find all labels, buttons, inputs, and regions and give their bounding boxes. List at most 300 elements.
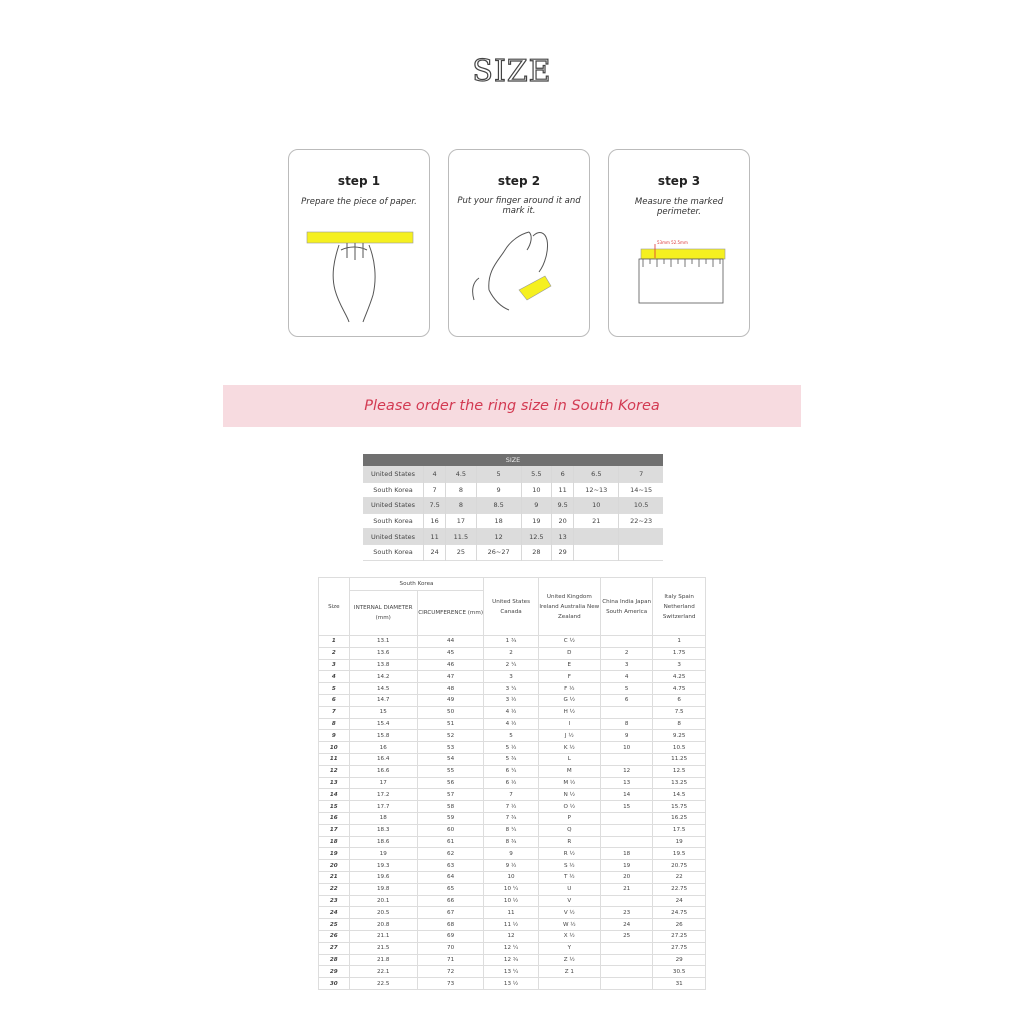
conversion-row xyxy=(363,498,663,514)
size-cell: F xyxy=(538,671,600,683)
size-row xyxy=(319,860,706,872)
size-cell: 20.5 xyxy=(349,907,417,919)
size-cell: V xyxy=(538,895,600,907)
size-cell: 53 xyxy=(417,742,484,754)
size-cell xyxy=(600,954,652,966)
size-cell: 21.8 xyxy=(349,954,417,966)
conversion-cell: 13 xyxy=(552,529,574,545)
size-cell: 14.5 xyxy=(349,683,417,695)
size-number: 11 xyxy=(319,753,350,765)
size-cell: 70 xyxy=(417,942,484,954)
conversion-country: United States xyxy=(363,529,424,545)
conversion-row xyxy=(363,467,663,483)
size-cell: 22.5 xyxy=(349,978,417,990)
conversion-cell: 29 xyxy=(552,544,574,560)
size-cell: 24 xyxy=(653,895,706,907)
size-number: 5 xyxy=(319,683,350,695)
step-3-description: Measure the marked perimeter. xyxy=(634,197,724,217)
size-row xyxy=(319,836,706,848)
conversion-cell: 5 xyxy=(476,467,521,483)
size-cell xyxy=(600,706,652,718)
size-number: 21 xyxy=(319,871,350,883)
conversion-row xyxy=(363,529,663,545)
size-number: 27 xyxy=(319,942,350,954)
size-number: 28 xyxy=(319,954,350,966)
size-cell: 4.75 xyxy=(653,683,706,695)
size-cell: 4 ½ xyxy=(484,706,538,718)
conversion-cell: 18 xyxy=(476,513,521,529)
size-cell: I xyxy=(538,718,600,730)
size-cell: 19 xyxy=(653,836,706,848)
ring-size-table xyxy=(318,577,706,990)
conversion-cell: 21 xyxy=(574,513,619,529)
page-title: SIZE xyxy=(472,54,552,89)
size-row xyxy=(319,730,706,742)
size-cell: 10 ¼ xyxy=(484,883,538,895)
size-row xyxy=(319,871,706,883)
size-row xyxy=(319,789,706,801)
size-cell: 2 xyxy=(600,647,652,659)
uk-header: United Kingdom Ireland Australia New Zealand xyxy=(538,578,600,636)
size-row xyxy=(319,954,706,966)
size-cell: H ½ xyxy=(538,706,600,718)
italy-header: Italy Spain Netherland Switzerland xyxy=(653,578,706,636)
size-row xyxy=(319,718,706,730)
conversion-cell: 9 xyxy=(521,498,551,514)
size-cell: R xyxy=(538,836,600,848)
size-cell: 21 xyxy=(600,883,652,895)
size-number: 18 xyxy=(319,836,350,848)
conversion-cell: 5.5 xyxy=(521,467,551,483)
size-cell: 7 ¾ xyxy=(484,812,538,824)
size-cell: 71 xyxy=(417,954,484,966)
size-row xyxy=(319,919,706,931)
size-cell: 20.1 xyxy=(349,895,417,907)
size-cell: 13.8 xyxy=(349,659,417,671)
size-number: 2 xyxy=(319,647,350,659)
size-number: 16 xyxy=(319,812,350,824)
size-cell: L xyxy=(538,753,600,765)
circumference-header: CIRCUMFERENCE (mm) xyxy=(417,591,484,636)
size-cell: G ½ xyxy=(538,694,600,706)
conversion-row xyxy=(363,513,663,529)
size-cell: 3 xyxy=(653,659,706,671)
size-cell xyxy=(600,942,652,954)
size-cell: 19.8 xyxy=(349,883,417,895)
size-cell: 10.5 xyxy=(653,742,706,754)
size-cell: 9 xyxy=(600,730,652,742)
size-cell: 13.1 xyxy=(349,636,417,648)
size-number: 29 xyxy=(319,966,350,978)
size-cell: 45 xyxy=(417,647,484,659)
size-cell: 19.5 xyxy=(653,848,706,860)
conversion-header: SIZE xyxy=(363,454,663,467)
size-cell: 7 ½ xyxy=(484,801,538,813)
size-cell: 3 ¼ xyxy=(484,683,538,695)
size-row xyxy=(319,824,706,836)
size-number: 24 xyxy=(319,907,350,919)
size-cell: 24.75 xyxy=(653,907,706,919)
conversion-country: South Korea xyxy=(363,513,424,529)
size-row xyxy=(319,930,706,942)
order-notice-banner xyxy=(223,385,801,427)
china-header: China India Japan South America xyxy=(600,578,652,636)
size-cell xyxy=(600,824,652,836)
size-cell: 8 ¼ xyxy=(484,824,538,836)
conversion-cell xyxy=(574,544,619,560)
size-cell: 73 xyxy=(417,978,484,990)
step-1-description: Prepare the piece of paper. xyxy=(301,197,417,207)
size-cell: 15.4 xyxy=(349,718,417,730)
size-number: 10 xyxy=(319,742,350,754)
size-number: 23 xyxy=(319,895,350,907)
size-cell: W ½ xyxy=(538,919,600,931)
size-cell: 19 xyxy=(600,860,652,872)
conversion-row xyxy=(363,482,663,498)
size-number: 3 xyxy=(319,659,350,671)
size-cell: 2 xyxy=(484,647,538,659)
size-number: 8 xyxy=(319,718,350,730)
size-cell: 30.5 xyxy=(653,966,706,978)
size-cell: 46 xyxy=(417,659,484,671)
size-cell: 22.1 xyxy=(349,966,417,978)
conversion-cell: 12.5 xyxy=(521,529,551,545)
size-cell: 14 xyxy=(600,789,652,801)
size-cell xyxy=(600,636,652,648)
size-cell: 23 xyxy=(600,907,652,919)
size-cell: C ½ xyxy=(538,636,600,648)
conversion-cell: 16 xyxy=(424,513,446,529)
size-cell: 18.3 xyxy=(349,824,417,836)
size-cell: 22 xyxy=(653,871,706,883)
size-cell: 20 xyxy=(600,871,652,883)
size-cell: 14.7 xyxy=(349,694,417,706)
conversion-country: United States xyxy=(363,498,424,514)
size-cell: 12 xyxy=(484,930,538,942)
size-cell: 10 ½ xyxy=(484,895,538,907)
size-cell: 6 ¼ xyxy=(484,765,538,777)
size-cell: 69 xyxy=(417,930,484,942)
size-cell: K ½ xyxy=(538,742,600,754)
size-cell: 11 xyxy=(484,907,538,919)
size-cell: 72 xyxy=(417,966,484,978)
conversion-cell: 11 xyxy=(424,529,446,545)
size-number: 13 xyxy=(319,777,350,789)
conversion-cell: 6.5 xyxy=(574,467,619,483)
size-cell: 5 xyxy=(600,683,652,695)
conversion-cell: 10 xyxy=(521,482,551,498)
size-cell: 47 xyxy=(417,671,484,683)
conversion-cell: 9 xyxy=(476,482,521,498)
size-cell: 8 ¾ xyxy=(484,836,538,848)
us-header: United States Canada xyxy=(484,578,538,636)
size-cell: 9.25 xyxy=(653,730,706,742)
size-cell: 50 xyxy=(417,706,484,718)
size-number: 12 xyxy=(319,765,350,777)
conversion-cell: 11 xyxy=(552,482,574,498)
size-cell: T ½ xyxy=(538,871,600,883)
size-row xyxy=(319,683,706,695)
size-number: 20 xyxy=(319,860,350,872)
size-cell: 54 xyxy=(417,753,484,765)
size-cell: 58 xyxy=(417,801,484,813)
size-cell: 18 xyxy=(600,848,652,860)
conversion-cell: 7 xyxy=(619,467,663,483)
paper-hand-illustration xyxy=(289,150,430,337)
size-cell: 6 xyxy=(653,694,706,706)
size-cell: 7.5 xyxy=(653,706,706,718)
conversion-cell: 8 xyxy=(446,482,476,498)
size-cell xyxy=(600,812,652,824)
size-cell: 19.6 xyxy=(349,871,417,883)
size-row xyxy=(319,659,706,671)
size-number: 4 xyxy=(319,671,350,683)
size-cell: 64 xyxy=(417,871,484,883)
size-number: 6 xyxy=(319,694,350,706)
conversion-cell: 14~15 xyxy=(619,482,663,498)
size-cell: 3 xyxy=(600,659,652,671)
conversion-cell: 25 xyxy=(446,544,476,560)
size-cell: 4.25 xyxy=(653,671,706,683)
size-row xyxy=(319,942,706,954)
size-cell: 65 xyxy=(417,883,484,895)
size-row xyxy=(319,883,706,895)
conversion-cell: 10.5 xyxy=(619,498,663,514)
size-cell: S ½ xyxy=(538,860,600,872)
step-3-label: step 3 xyxy=(657,174,701,188)
size-cell: 16 xyxy=(349,742,417,754)
size-cell: 49 xyxy=(417,694,484,706)
size-header: Size xyxy=(319,578,350,636)
size-cell: 57 xyxy=(417,789,484,801)
conversion-cell: 10 xyxy=(574,498,619,514)
size-cell: 12 xyxy=(600,765,652,777)
size-cell: 19 xyxy=(349,848,417,860)
size-cell: 5 ¾ xyxy=(484,753,538,765)
size-cell: 68 xyxy=(417,919,484,931)
size-cell: 10 xyxy=(484,871,538,883)
size-row xyxy=(319,907,706,919)
size-cell: 21.1 xyxy=(349,930,417,942)
size-cell: 1 ¾ xyxy=(484,636,538,648)
size-cell: M xyxy=(538,765,600,777)
size-cell: 16.6 xyxy=(349,765,417,777)
size-cell: 15 xyxy=(600,801,652,813)
step-2-card xyxy=(448,149,590,337)
conversion-cell xyxy=(619,544,663,560)
size-cell: J ½ xyxy=(538,730,600,742)
size-number: 25 xyxy=(319,919,350,931)
size-cell: 19.3 xyxy=(349,860,417,872)
size-cell: 1 xyxy=(653,636,706,648)
conversion-cell: 6 xyxy=(552,467,574,483)
step-1-card xyxy=(288,149,430,337)
size-cell: X ½ xyxy=(538,930,600,942)
size-cell: 66 xyxy=(417,895,484,907)
size-number: 19 xyxy=(319,848,350,860)
size-row xyxy=(319,671,706,683)
size-row xyxy=(319,753,706,765)
size-cell: R ½ xyxy=(538,848,600,860)
conversion-country: South Korea xyxy=(363,482,424,498)
size-cell: 6 ½ xyxy=(484,777,538,789)
size-cell: Q xyxy=(538,824,600,836)
step-2-description: Put your finger around it and mark it. xyxy=(457,196,581,216)
size-cell: 51 xyxy=(417,718,484,730)
size-cell: 17.2 xyxy=(349,789,417,801)
size-cell xyxy=(538,978,600,990)
size-row xyxy=(319,777,706,789)
size-cell: 15.8 xyxy=(349,730,417,742)
size-number: 22 xyxy=(319,883,350,895)
size-row xyxy=(319,801,706,813)
size-cell xyxy=(600,895,652,907)
size-cell: Y xyxy=(538,942,600,954)
size-cell: F ½ xyxy=(538,683,600,695)
size-cell: P xyxy=(538,812,600,824)
size-cell: 18 xyxy=(349,812,417,824)
size-cell xyxy=(600,836,652,848)
conversion-cell: 19 xyxy=(521,513,551,529)
size-cell: 13 xyxy=(600,777,652,789)
size-cell: 18.6 xyxy=(349,836,417,848)
size-cell: 13 ¼ xyxy=(484,966,538,978)
size-cell: 27.75 xyxy=(653,942,706,954)
finger-marking-illustration xyxy=(449,150,590,337)
size-cell: V ½ xyxy=(538,907,600,919)
size-row xyxy=(319,706,706,718)
size-cell: 15 xyxy=(349,706,417,718)
size-cell: 11 ½ xyxy=(484,919,538,931)
size-cell: 9 ½ xyxy=(484,860,538,872)
size-cell: 26 xyxy=(653,919,706,931)
size-cell: U xyxy=(538,883,600,895)
size-cell: 60 xyxy=(417,824,484,836)
size-cell: 52 xyxy=(417,730,484,742)
size-cell: 67 xyxy=(417,907,484,919)
size-cell: 20.8 xyxy=(349,919,417,931)
conversion-cell: 7 xyxy=(424,482,446,498)
conversion-cell: 20 xyxy=(552,513,574,529)
conversion-country: United States xyxy=(363,467,424,483)
size-cell xyxy=(600,966,652,978)
size-number: 1 xyxy=(319,636,350,648)
size-cell: 9 xyxy=(484,848,538,860)
size-cell xyxy=(600,753,652,765)
step-1-label: step 1 xyxy=(337,174,381,188)
conversion-cell: 8 xyxy=(446,498,476,514)
size-row xyxy=(319,765,706,777)
size-cell: 5 ½ xyxy=(484,742,538,754)
size-number: 9 xyxy=(319,730,350,742)
size-cell: 61 xyxy=(417,836,484,848)
size-cell: 13.25 xyxy=(653,777,706,789)
size-cell: Z ½ xyxy=(538,954,600,966)
conversion-cell: 22~23 xyxy=(619,513,663,529)
size-cell: 14.5 xyxy=(653,789,706,801)
size-cell: 17 xyxy=(349,777,417,789)
size-cell: 29 xyxy=(653,954,706,966)
size-number: 14 xyxy=(319,789,350,801)
conversion-cell: 26~27 xyxy=(476,544,521,560)
size-cell: Z 1 xyxy=(538,966,600,978)
size-number: 15 xyxy=(319,801,350,813)
size-cell: 21.5 xyxy=(349,942,417,954)
size-cell: 7 xyxy=(484,789,538,801)
conversion-cell: 4.5 xyxy=(446,467,476,483)
size-cell: 20.75 xyxy=(653,860,706,872)
size-cell: 27.25 xyxy=(653,930,706,942)
size-cell: 25 xyxy=(600,930,652,942)
step-3-card xyxy=(608,149,750,337)
conversion-cell xyxy=(619,529,663,545)
conversion-cell: 17 xyxy=(446,513,476,529)
size-cell: D xyxy=(538,647,600,659)
size-cell xyxy=(600,978,652,990)
size-row xyxy=(319,978,706,990)
size-cell: 1.75 xyxy=(653,647,706,659)
size-cell: 59 xyxy=(417,812,484,824)
size-cell: 12 ¾ xyxy=(484,954,538,966)
size-cell: O ½ xyxy=(538,801,600,813)
conversion-country: South Korea xyxy=(363,544,424,560)
size-cell: 16.4 xyxy=(349,753,417,765)
size-number: 17 xyxy=(319,824,350,836)
conversion-cell: 8.5 xyxy=(476,498,521,514)
size-cell: 31 xyxy=(653,978,706,990)
size-cell: 10 xyxy=(600,742,652,754)
diameter-header: INTERNAL DIAMETER (mm) xyxy=(349,591,417,636)
size-cell: M ½ xyxy=(538,777,600,789)
size-number: 7 xyxy=(319,706,350,718)
conversion-cell: 12 xyxy=(476,529,521,545)
size-cell: 17.7 xyxy=(349,801,417,813)
size-row xyxy=(319,966,706,978)
south-korea-header: South Korea xyxy=(349,578,484,591)
ruler-mark-label: 53mm 52.5mm xyxy=(657,240,688,245)
size-row xyxy=(319,742,706,754)
size-cell: N ½ xyxy=(538,789,600,801)
size-cell: E xyxy=(538,659,600,671)
size-row xyxy=(319,636,706,648)
size-cell: 55 xyxy=(417,765,484,777)
conversion-cell: 24 xyxy=(424,544,446,560)
conversion-cell: 7.5 xyxy=(424,498,446,514)
size-row xyxy=(319,812,706,824)
size-cell: 22.75 xyxy=(653,883,706,895)
size-row xyxy=(319,895,706,907)
size-cell: 24 xyxy=(600,919,652,931)
size-cell: 8 xyxy=(600,718,652,730)
conversion-cell: 28 xyxy=(521,544,551,560)
conversion-cell: 11.5 xyxy=(446,529,476,545)
size-cell: 6 xyxy=(600,694,652,706)
size-cell: 13.6 xyxy=(349,647,417,659)
size-cell: 12.5 xyxy=(653,765,706,777)
size-number: 30 xyxy=(319,978,350,990)
size-row xyxy=(319,647,706,659)
size-cell: 48 xyxy=(417,683,484,695)
size-cell: 4 xyxy=(600,671,652,683)
size-cell: 15.75 xyxy=(653,801,706,813)
step-2-label: step 2 xyxy=(497,174,541,188)
size-cell: 62 xyxy=(417,848,484,860)
size-cell: 14.2 xyxy=(349,671,417,683)
size-cell: 17.5 xyxy=(653,824,706,836)
size-cell: 12 ¼ xyxy=(484,942,538,954)
size-cell: 2 ¼ xyxy=(484,659,538,671)
size-cell: 3 ½ xyxy=(484,694,538,706)
